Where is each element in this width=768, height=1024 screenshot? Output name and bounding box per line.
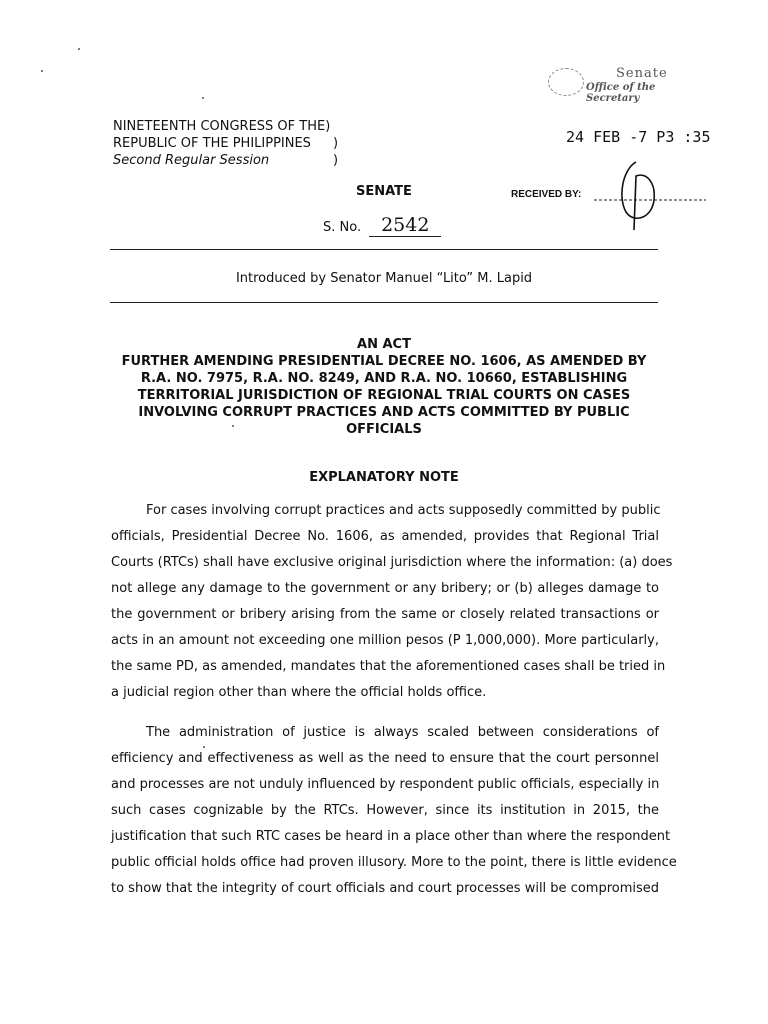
paragraph-line: efficiency and effectiveness as well as the need to ensure that the court personnel [111, 751, 659, 766]
bill-number-line [323, 214, 441, 237]
congress-line: NINETEENTH CONGRESS OF THE) [113, 119, 331, 134]
paragraph-line: officials, Presidential Decree No. 1606, as amended, provides that Regional Trial [111, 529, 659, 544]
paragraph-line: Courts (RTCs) shall have exclusive original jurisdiction where the information: (a) does [111, 555, 673, 570]
session-text: Second Regular Session [113, 153, 270, 168]
paragraph-line: The administration of justice is always scaled between considerations of [146, 725, 659, 740]
paragraph-2 [111, 720, 677, 902]
received-signature [556, 160, 706, 240]
session-paren: ) [333, 153, 339, 168]
divider-bottom [110, 302, 658, 303]
paragraph-line: such cases cognizable by the RTCs. However, since its institution in 2015, the [111, 803, 659, 818]
stamp-line-office: Office of the Secretary [586, 82, 656, 104]
bill-label: S. No. [323, 220, 362, 235]
scan-speck [78, 48, 80, 50]
seal-icon [548, 68, 584, 96]
act-title-line: FURTHER AMENDING PRESIDENTIAL DECREE NO. 1606, AS AMENDED BY [121, 354, 647, 369]
introduced-by: Introduced by Senator Manuel “Lito” M. Lapid [235, 271, 533, 286]
paragraph-1 [111, 498, 673, 706]
paragraph-line: and processes are not unduly influenced by respondent public officials, especially in [111, 777, 660, 792]
chamber-title: SENATE [356, 184, 412, 199]
paragraph-line: the government or bribery arising from the same or closely related transactions or [111, 607, 659, 622]
bill-number: 2542 [369, 214, 441, 237]
republic-line [113, 135, 339, 152]
congress-block [113, 118, 339, 169]
act-title-line: TERRITORIAL JURISDICTION OF REGIONAL TRIAL COURTS ON CASES [137, 388, 631, 403]
republic-paren: ) [333, 136, 339, 151]
paragraph-line: justification that such RTC cases be heard in a place other than where the respondent [111, 829, 671, 844]
paragraph-line: not allege any damage to the government or any bribery; or (b) alleges damage to [111, 581, 659, 596]
act-title-line: R.A. NO. 7975, R.A. NO. 8249, AND R.A. NO. 10660, ESTABLISHING [140, 371, 628, 386]
stamp-line-senate: Senate [616, 66, 668, 81]
explanatory-note-heading: EXPLANATORY NOTE [309, 470, 459, 485]
act-title-line: INVOLVING CORRUPT PRACTICES AND ACTS COMMITTED BY PUBLIC [138, 405, 630, 420]
received-by-label: RECEIVED BY: [511, 189, 582, 200]
paragraph-line: public official holds office had proven illusory. More to the point, there is little evidence [111, 855, 677, 870]
received-datetime: 24 FEB -7 P3 :35 [566, 128, 711, 146]
act-title [110, 336, 658, 438]
paragraph-line: For cases involving corrupt practices and acts supposedly committed by public [146, 503, 661, 518]
divider-top [110, 249, 658, 250]
paragraph-line: to show that the integrity of court officials and court processes will be compromised [111, 881, 660, 896]
scan-speck [41, 70, 43, 72]
paragraph-line: the same PD, as amended, mandates that the aforementioned cases shall be tried in [111, 659, 666, 674]
paragraph-line: acts in an amount not exceeding one million pesos (P 1,000,000). More particularly, [111, 633, 659, 648]
republic-text: REPUBLIC OF THE PHILIPPINES [113, 136, 311, 151]
scan-speck [202, 97, 204, 99]
receiving-stamp [548, 66, 708, 106]
paragraph-line: a judicial region other than where the official holds office. [111, 685, 487, 700]
act-title-line: OFFICIALS [346, 422, 422, 437]
act-heading: AN ACT [357, 337, 411, 352]
session-line [113, 152, 339, 169]
